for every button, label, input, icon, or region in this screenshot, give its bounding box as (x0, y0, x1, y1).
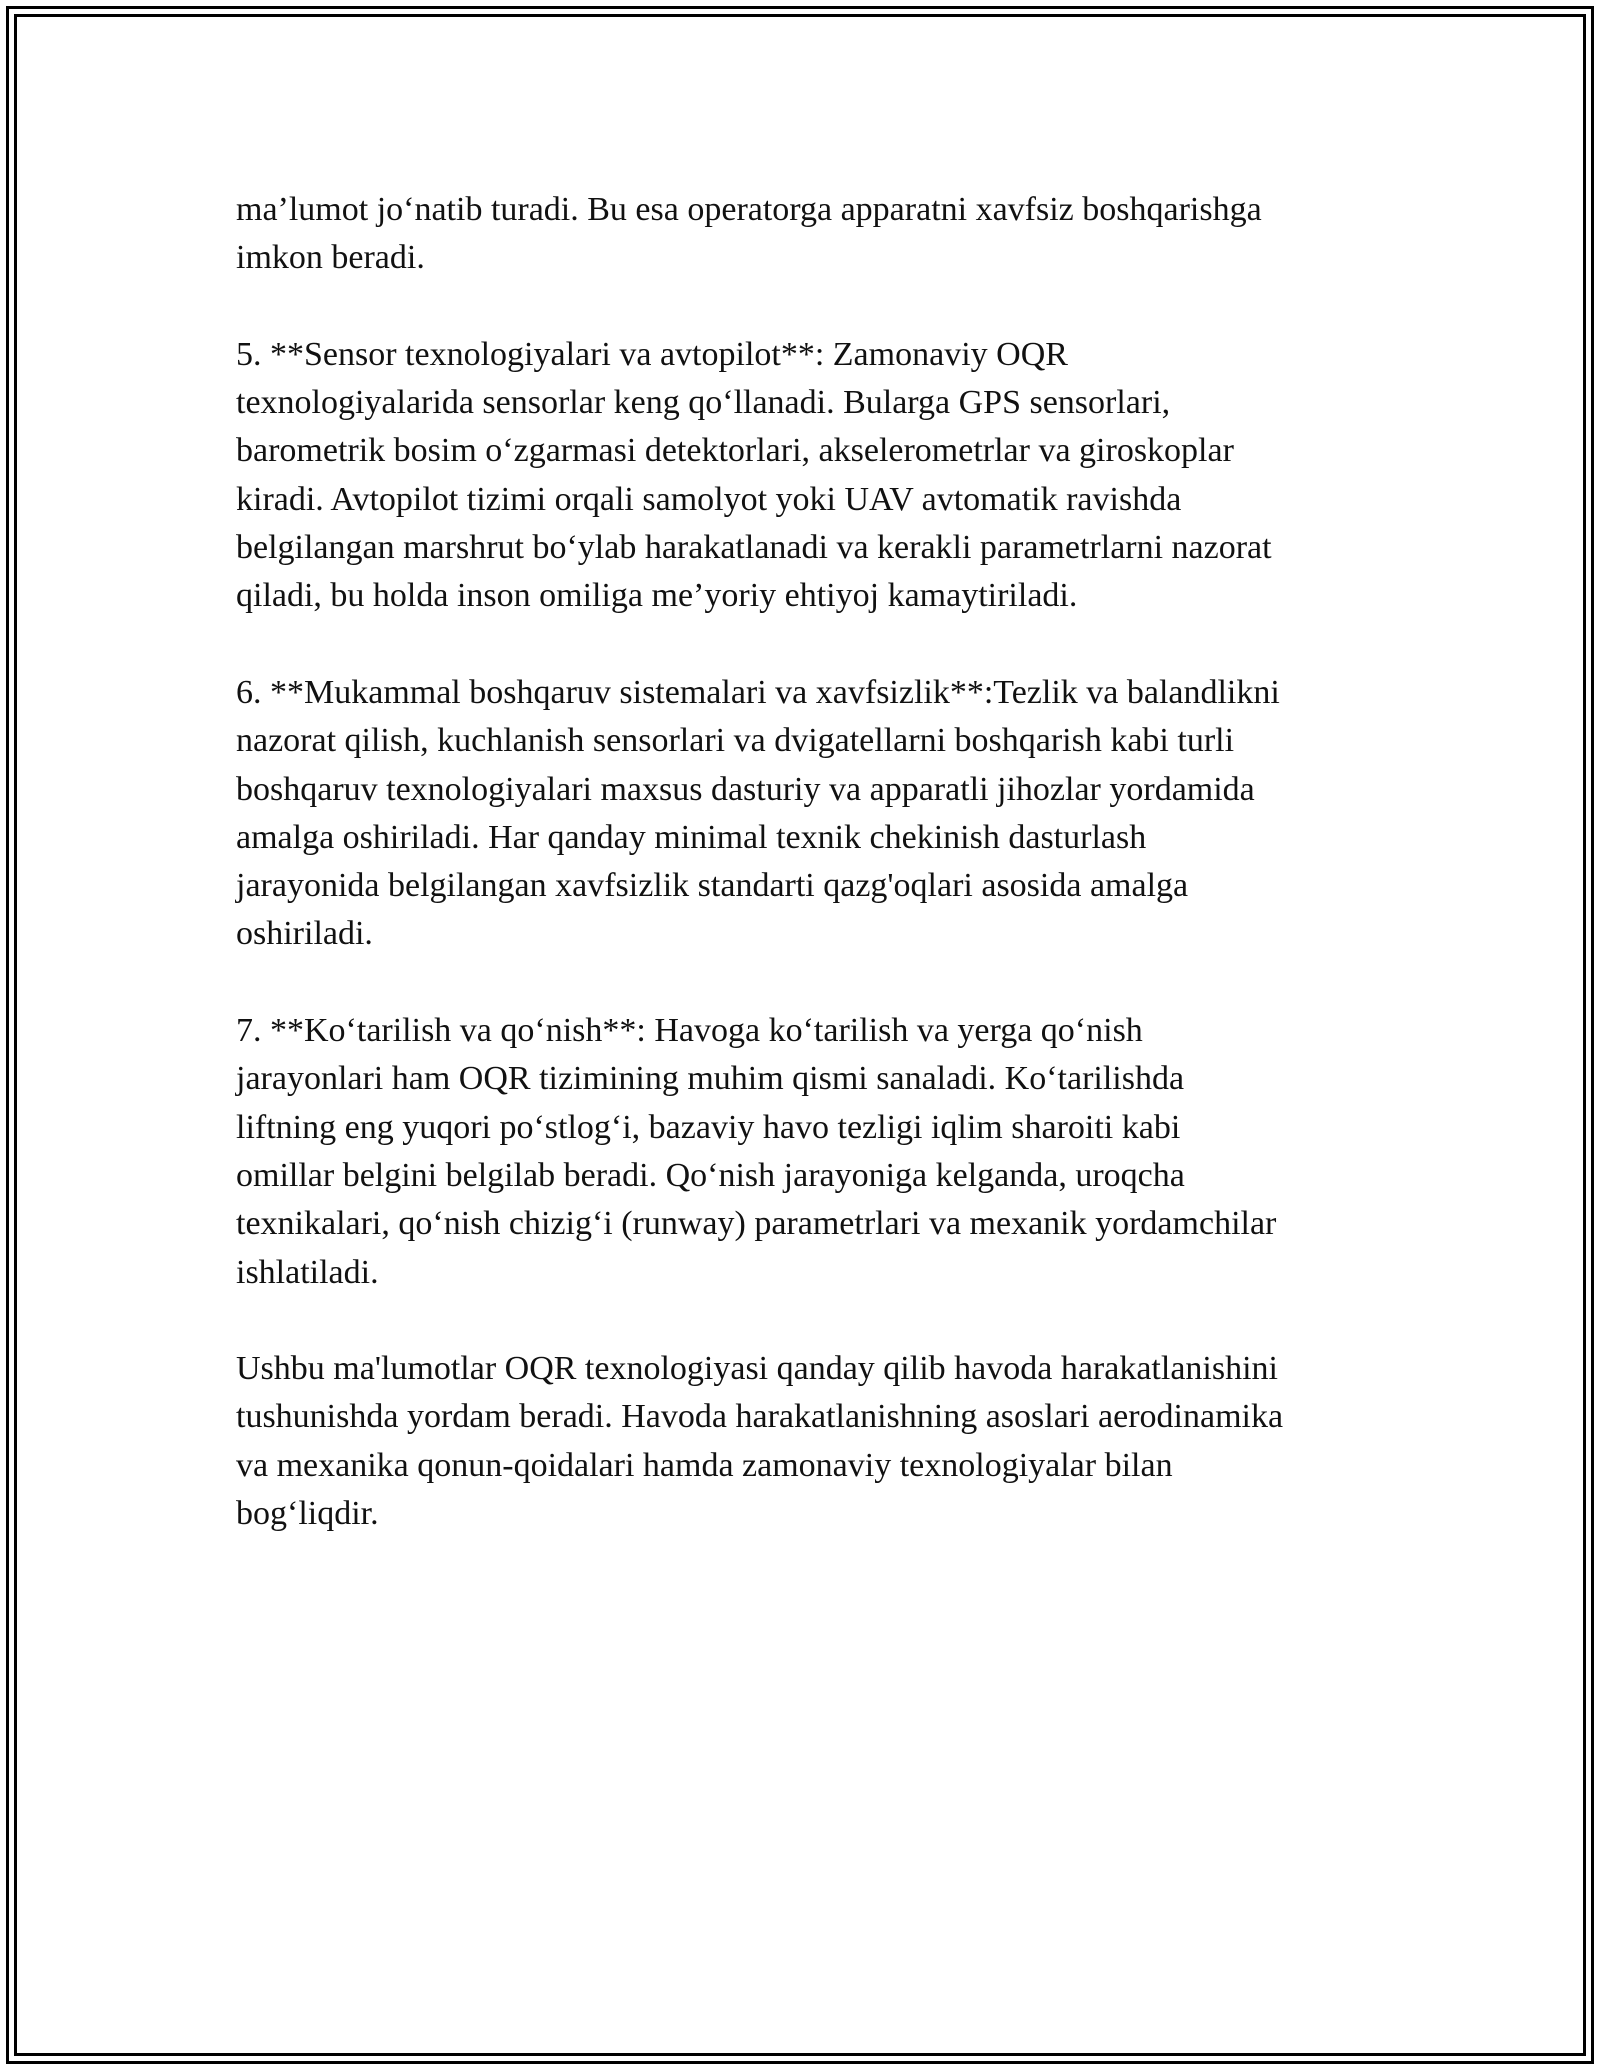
document-body (236, 186, 1386, 1587)
text-line: imkon beradi. (236, 239, 425, 277)
text-line: texnikalari, qo‘nish chizig‘i (runway) parametrlari va mexanik yordamchilar (236, 1205, 1277, 1243)
text-line: Ushbu ma'lumotlar OQR texnologiyasi qanday qilib havoda harakatlanishini (236, 1350, 1278, 1388)
paragraph-item-7 (236, 1007, 1386, 1297)
text-line: ishlatiladi. (236, 1253, 379, 1291)
text-line: oshiriladi. (236, 915, 373, 953)
text-line: jarayonida belgilangan xavfsizlik standarti qazg'oqlari asosida amalga (236, 867, 1189, 905)
text-line: belgilangan marshrut bo‘ylab harakatlanadi va kerakli parametrlarni nazorat (236, 529, 1272, 567)
paragraph-item-5 (236, 331, 1386, 621)
text-line: ma’lumot jo‘natib turadi. Bu esa operatorga apparatni xavfsiz boshqarishga (236, 191, 1262, 228)
text-line: barometrik bosim o‘zgarmasi detektorlari, akselerometrlar va giroskoplar (236, 432, 1234, 470)
paragraph-continuation (236, 186, 1386, 283)
paragraph-item-6 (236, 669, 1386, 959)
text-line: 7. **Ko‘tarilish va qo‘nish**: Havoga ko‘tarilish va yerga qo‘nish (236, 1012, 1143, 1050)
text-line: nazorat qilish, kuchlanish sensorlari va dvigatellarni boshqarish kabi turli (236, 722, 1235, 760)
text-line: liftning eng yuqori po‘stlog‘i, bazaviy havo tezligi iqlim sharoiti kabi (236, 1108, 1181, 1146)
text-line: tushunishda yordam beradi. Havoda harakatlanishning asoslari aerodinamika (236, 1398, 1284, 1436)
text-line: bog‘liqdir. (236, 1495, 379, 1533)
text-line: texnologiyalarida sensorlar keng qo‘llanadi. Bularga GPS sensorlari, (236, 384, 1171, 422)
text-line: jarayonlari ham OQR tizimining muhim qismi sanaladi. Ko‘tarilishda (236, 1060, 1185, 1098)
text-line: amalga oshiriladi. Har qanday minimal texnik chekinish dasturlash (236, 818, 1147, 856)
text-line: 5. **Sensor texnologiyalari va avtopilot**: Zamonaviy OQR (236, 335, 1068, 373)
text-line: omillar belgini belgilab beradi. Qo‘nish jarayoniga kelganda, uroqcha (236, 1156, 1185, 1194)
text-line: boshqaruv texnologiyalari maxsus dasturiy va apparatli jihozlar yordamida (236, 770, 1255, 808)
text-line: kiradi. Avtopilot tizimi orqali samolyot yoki UAV avtomatik ravishda (236, 480, 1182, 518)
text-line: qiladi, bu holda inson omiliga me’yoriy ehtiyoj kamaytiriladi. (236, 577, 1078, 615)
paragraph-conclusion (236, 1345, 1386, 1538)
text-line: va mexanika qonun-qoidalari hamda zamonaviy texnologiyalar bilan (236, 1446, 1173, 1484)
text-line: 6. **Mukammal boshqaruv sistemalari va xavfsizlik**:Tezlik va balandlikni (236, 673, 1280, 711)
